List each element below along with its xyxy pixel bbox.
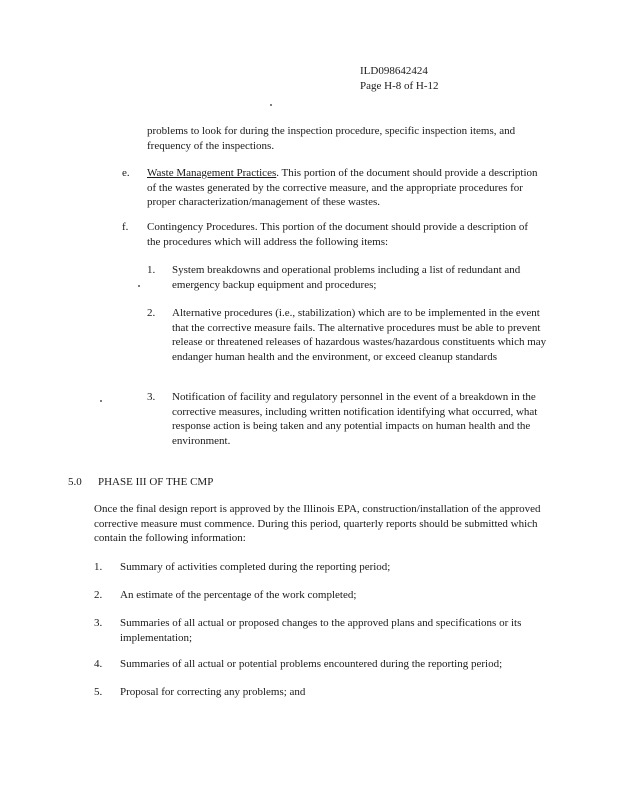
list-item-number: 2. <box>94 589 103 601</box>
list-item-number: 2. <box>147 307 156 319</box>
report-item-2: An estimate of the percentage of the work completed; <box>120 589 357 601</box>
item-f-paragraph <box>147 220 542 249</box>
contingency-item-1: System breakdowns and operational problems including a list of redundant and emergency backup equipment and procedures; <box>172 264 521 291</box>
item-e-paragraph <box>147 166 547 210</box>
item-f-letter: f. <box>122 221 129 233</box>
contingency-item-2: Alternative procedures (i.e., stabilization) which are to be implemented in the event that the corrective measure fails. The alternative procedures must be able to prevent release or threatened releases of hazardous wastes/hazardous constituents which may endanger human health and the environment, or exceed cleanup standards <box>172 307 547 363</box>
item-f-text: . This portion of the document should provide a description of the procedures which will address the following items: <box>147 221 529 248</box>
item-f-title: Contingency Procedures <box>147 221 255 233</box>
document-id: ILD098642424 <box>360 65 428 77</box>
item-e-title: Waste Management Practices <box>147 167 277 179</box>
item-e-text: . This portion of the document should provide a description of the wastes generated by the corrective measure, and the appropriate procedures for proper characterization/management of these wastes. <box>147 167 538 208</box>
item-e-letter: e. <box>122 167 130 179</box>
list-item-number: 1. <box>94 561 103 573</box>
page-number: Page H-8 of H-12 <box>360 80 439 92</box>
list-item-number: 3. <box>147 391 156 403</box>
section-intro: Once the final design report is approved by the Illinois EPA, construction/installation of the approved corrective measure must commence. During this period, quarterly reports should be submitted which contain the following information: <box>94 503 541 544</box>
intro-continuation: problems to look for during the inspection procedure, specific inspection items, and frequency of the inspections. <box>147 125 516 152</box>
report-item-5: Proposal for correcting any problems; and <box>120 686 306 698</box>
list-item-number: 5. <box>94 686 103 698</box>
contingency-item-3: Notification of facility and regulatory personnel in the event of a breakdown in the corrective measures, including written notification identifying what occurred, what response action is being taken and any potential impacts on human health and the environment. <box>172 391 538 447</box>
section-number: 5.0 <box>68 476 82 488</box>
list-item-number: 4. <box>94 658 103 670</box>
scan-speck <box>270 104 272 106</box>
report-item-1: Summary of activities completed during the reporting period; <box>120 561 391 573</box>
scan-speck <box>138 285 140 287</box>
report-item-3: Summaries of all actual or proposed changes to the approved plans and specifications or its implementation; <box>120 617 522 644</box>
list-item-number: 1. <box>147 264 156 276</box>
page-header <box>360 64 439 94</box>
section-title: PHASE III OF THE CMP <box>98 476 214 488</box>
report-item-4: Summaries of all actual or potential problems encountered during the reporting period; <box>120 658 503 670</box>
list-item-number: 3. <box>94 617 103 629</box>
scan-speck <box>100 400 102 402</box>
